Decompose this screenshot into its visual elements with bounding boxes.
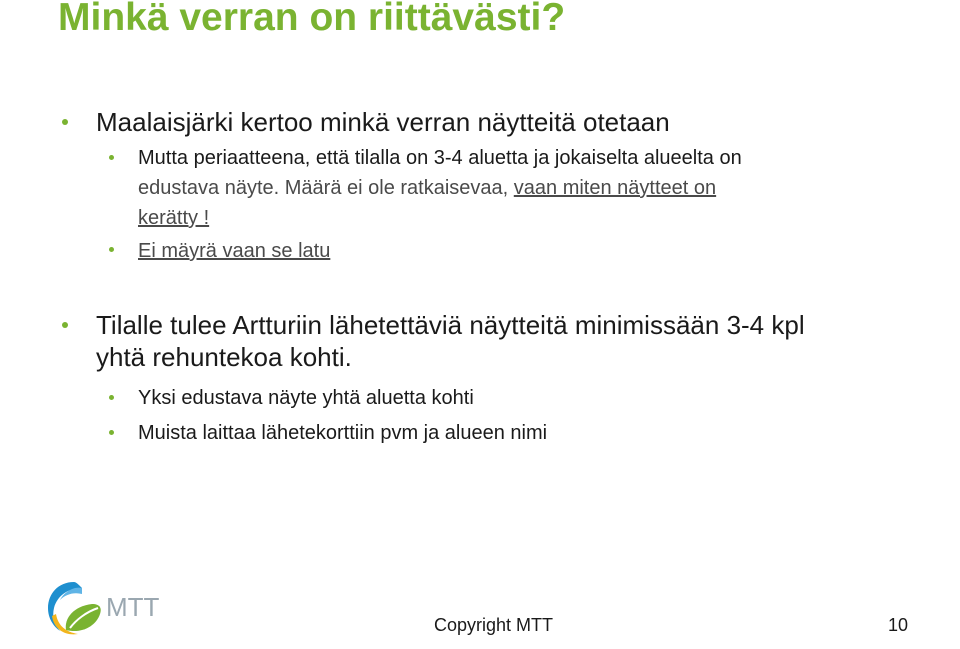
sub-bullet-1-1-line-3: kerätty ! <box>138 207 210 229</box>
bullet-dot <box>62 322 68 328</box>
sub-bullet-1-1-plain: edustava näyte. Määrä ei ole ratkaisevaa, <box>138 177 514 199</box>
mtt-logo <box>44 578 194 638</box>
bullet-2-line-2: yhtä rehuntekoa kohti. <box>96 342 352 372</box>
sub-bullet-dot <box>109 430 114 435</box>
sub-bullet-2-1-text: Yksi edustava näyte yhtä aluetta kohti <box>138 387 474 409</box>
page-number: 10 <box>888 615 909 635</box>
sub-bullet-2-2-text: Muista laittaa lähetekorttiin pvm ja alueen nimi <box>138 422 548 444</box>
sub-bullet-dot <box>109 395 114 400</box>
footer-copyright: Copyright MTT <box>434 615 554 635</box>
logo-text: MTT <box>106 592 160 622</box>
sub-bullet-dot <box>109 155 114 160</box>
sub-bullet-1-2-text: Ei mäyrä vaan se latu <box>138 240 331 262</box>
sub-bullet-dot <box>109 247 114 252</box>
slide-title: Minkä verran on riittävästi? <box>58 0 566 39</box>
bullet-2-line-1: Tilalle tulee Artturiin lähetettäviä näytteitä minimissään 3-4 kpl <box>96 310 805 340</box>
sub-bullet-1-1-emphasis: vaan miten näytteet on <box>513 177 717 199</box>
mtt-logo-icon <box>44 578 194 638</box>
bullet-1-text: Maalaisjärki kertoo minkä verran näytteitä otetaan <box>96 107 670 137</box>
sub-bullet-1-1-line-2 <box>138 173 716 203</box>
sub-bullet-1-1-line-1: Mutta periaatteena, että tilalla on 3-4 aluetta ja jokaiselta alueelta on <box>138 147 742 169</box>
bullet-dot <box>62 119 68 125</box>
